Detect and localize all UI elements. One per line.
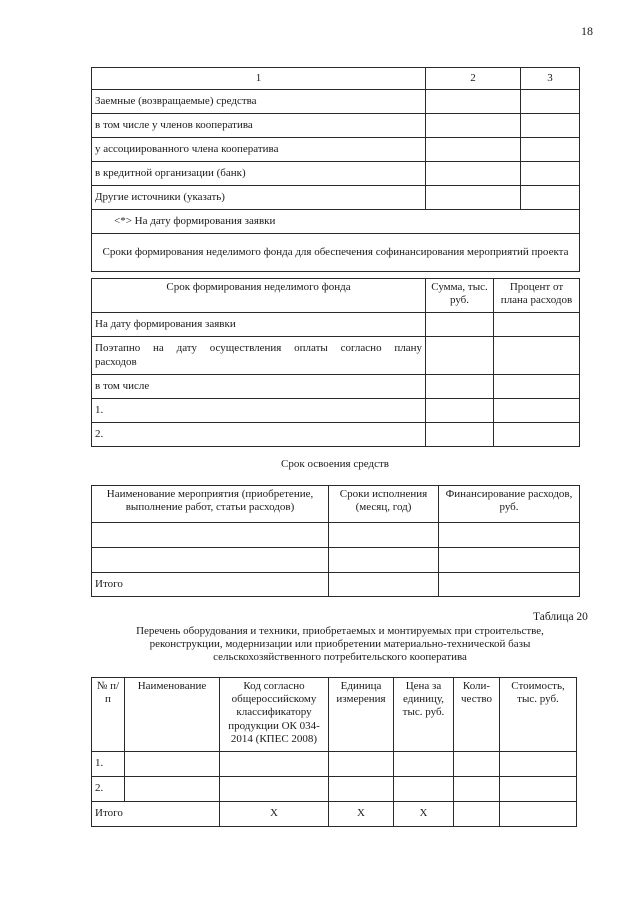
- table-row: [92, 752, 577, 777]
- development-title: Срок освоения средств: [281, 458, 389, 470]
- table-cell: [329, 548, 439, 573]
- funding-sources-table: [91, 67, 580, 272]
- column-number-3: 3: [521, 68, 580, 90]
- table-cell: [426, 114, 521, 138]
- table-cell: [329, 752, 394, 777]
- fund-term-header: Срок формирования неделимого фонда: [92, 279, 426, 313]
- row-label: у ассоциированного члена кооператива: [92, 138, 426, 162]
- percent-header: Процент от плана расходов: [494, 279, 580, 313]
- table-row: [92, 399, 580, 423]
- row-label-line: Поэтапно на дату осуществления оплаты согласно плану: [95, 342, 422, 355]
- event-name-header: Наименование мероприятия (приобретение, выполнение работ, статьи расходов): [92, 486, 329, 523]
- table-cell: [494, 423, 580, 447]
- table-cell: [521, 90, 580, 114]
- table-cell: [426, 162, 521, 186]
- table-cell: [426, 399, 494, 423]
- table-cell: [426, 375, 494, 399]
- total-label: Итого: [92, 573, 329, 597]
- row-label-continuation: расходов: [95, 355, 137, 368]
- table-cell: [521, 138, 580, 162]
- indivisible-fund-table: [91, 278, 580, 447]
- page-number: 18: [581, 24, 593, 38]
- total-label: Итого: [92, 802, 220, 827]
- table-cell: [329, 523, 439, 548]
- row-label: [92, 337, 426, 375]
- total-mark: X: [220, 802, 329, 827]
- table-row: [92, 548, 580, 573]
- table-cell: [394, 777, 454, 802]
- table-cell: [329, 777, 394, 802]
- table-cell: [521, 162, 580, 186]
- development-table: [91, 485, 580, 597]
- table-cell: [329, 573, 439, 597]
- table-cell: [426, 138, 521, 162]
- table-label: Таблица 20: [533, 611, 588, 623]
- section-title: Сроки формирования неделимого фонда для обеспечения софинансирования мероприятий проекта: [92, 234, 580, 272]
- equipment-table: [91, 677, 577, 827]
- table-row: [92, 337, 580, 375]
- row-label: в том числе: [92, 375, 426, 399]
- row-label: На дату формирования заявки: [92, 313, 426, 337]
- classifier-code-header: Код согласно общероссийскому классификатору продукции ОК 034-2014 (КПЕС 2008): [220, 678, 329, 752]
- table-row: [92, 802, 577, 827]
- unit-price-header: Цена за единицу, тыс. руб.: [394, 678, 454, 752]
- row-label: Заемные (возвращаемые) средства: [92, 90, 426, 114]
- total-mark: X: [329, 802, 394, 827]
- table-cell: [494, 399, 580, 423]
- unit-header: Единица измерения: [329, 678, 394, 752]
- table-cell: [494, 375, 580, 399]
- footnote: <*> На дату формирования заявки: [92, 210, 580, 234]
- table-cell: [439, 548, 580, 573]
- table-cell: [426, 90, 521, 114]
- name-header: Наименование: [125, 678, 220, 752]
- table-cell: [92, 548, 329, 573]
- total-mark: X: [394, 802, 454, 827]
- table-row: [92, 523, 580, 548]
- financing-header: Финансирование расходов, руб.: [439, 486, 580, 523]
- table-cell: [521, 114, 580, 138]
- table-row: [92, 162, 580, 186]
- table-cell: [125, 777, 220, 802]
- table-cell: [494, 313, 580, 337]
- row-label: 1.: [92, 399, 426, 423]
- table-cell: [394, 752, 454, 777]
- table-cell: [500, 802, 577, 827]
- table-cell: [125, 752, 220, 777]
- table-cell: [426, 337, 494, 375]
- table-row: [92, 375, 580, 399]
- table-cell: [439, 573, 580, 597]
- table-cell: [500, 777, 577, 802]
- table-cell: [426, 186, 521, 210]
- number-header: № п/п: [92, 678, 125, 752]
- table-row: [92, 90, 580, 114]
- row-number: 1.: [92, 752, 125, 777]
- table-row: [92, 777, 577, 802]
- table-cell: [521, 186, 580, 210]
- table-cell: [220, 752, 329, 777]
- table-cell: [92, 523, 329, 548]
- table-row: [92, 186, 580, 210]
- column-number-1: 1: [92, 68, 426, 90]
- table-cell: [426, 313, 494, 337]
- table-cell: [220, 777, 329, 802]
- cost-header: Стоимость, тыс. руб.: [500, 678, 577, 752]
- row-label: Другие источники (указать): [92, 186, 426, 210]
- table-cell: [494, 337, 580, 375]
- execution-term-header: Сроки исполнения (месяц, год): [329, 486, 439, 523]
- table-cell: [500, 752, 577, 777]
- table-cell: [454, 802, 500, 827]
- table-cell: [454, 777, 500, 802]
- table-row: [92, 114, 580, 138]
- row-label: в кредитной организации (банк): [92, 162, 426, 186]
- row-label: в том числе у членов кооператива: [92, 114, 426, 138]
- row-number: 2.: [92, 777, 125, 802]
- table-cell: [426, 423, 494, 447]
- amount-header: Сумма, тыс. руб.: [426, 279, 494, 313]
- table-row: [92, 423, 580, 447]
- quantity-header: Коли-чество: [454, 678, 500, 752]
- row-label: 2.: [92, 423, 426, 447]
- table-cell: [454, 752, 500, 777]
- column-number-2: 2: [426, 68, 521, 90]
- table-row: [92, 138, 580, 162]
- table-cell: [439, 523, 580, 548]
- table20-title: Перечень оборудования и техники, приобретаемых и монтируемых при строительстве, реконструкции, модернизации или приобретении материально-технической базы сельскохозяйственного потребительского кооператива: [136, 625, 544, 664]
- table-row: [92, 313, 580, 337]
- table-row: [92, 573, 580, 597]
